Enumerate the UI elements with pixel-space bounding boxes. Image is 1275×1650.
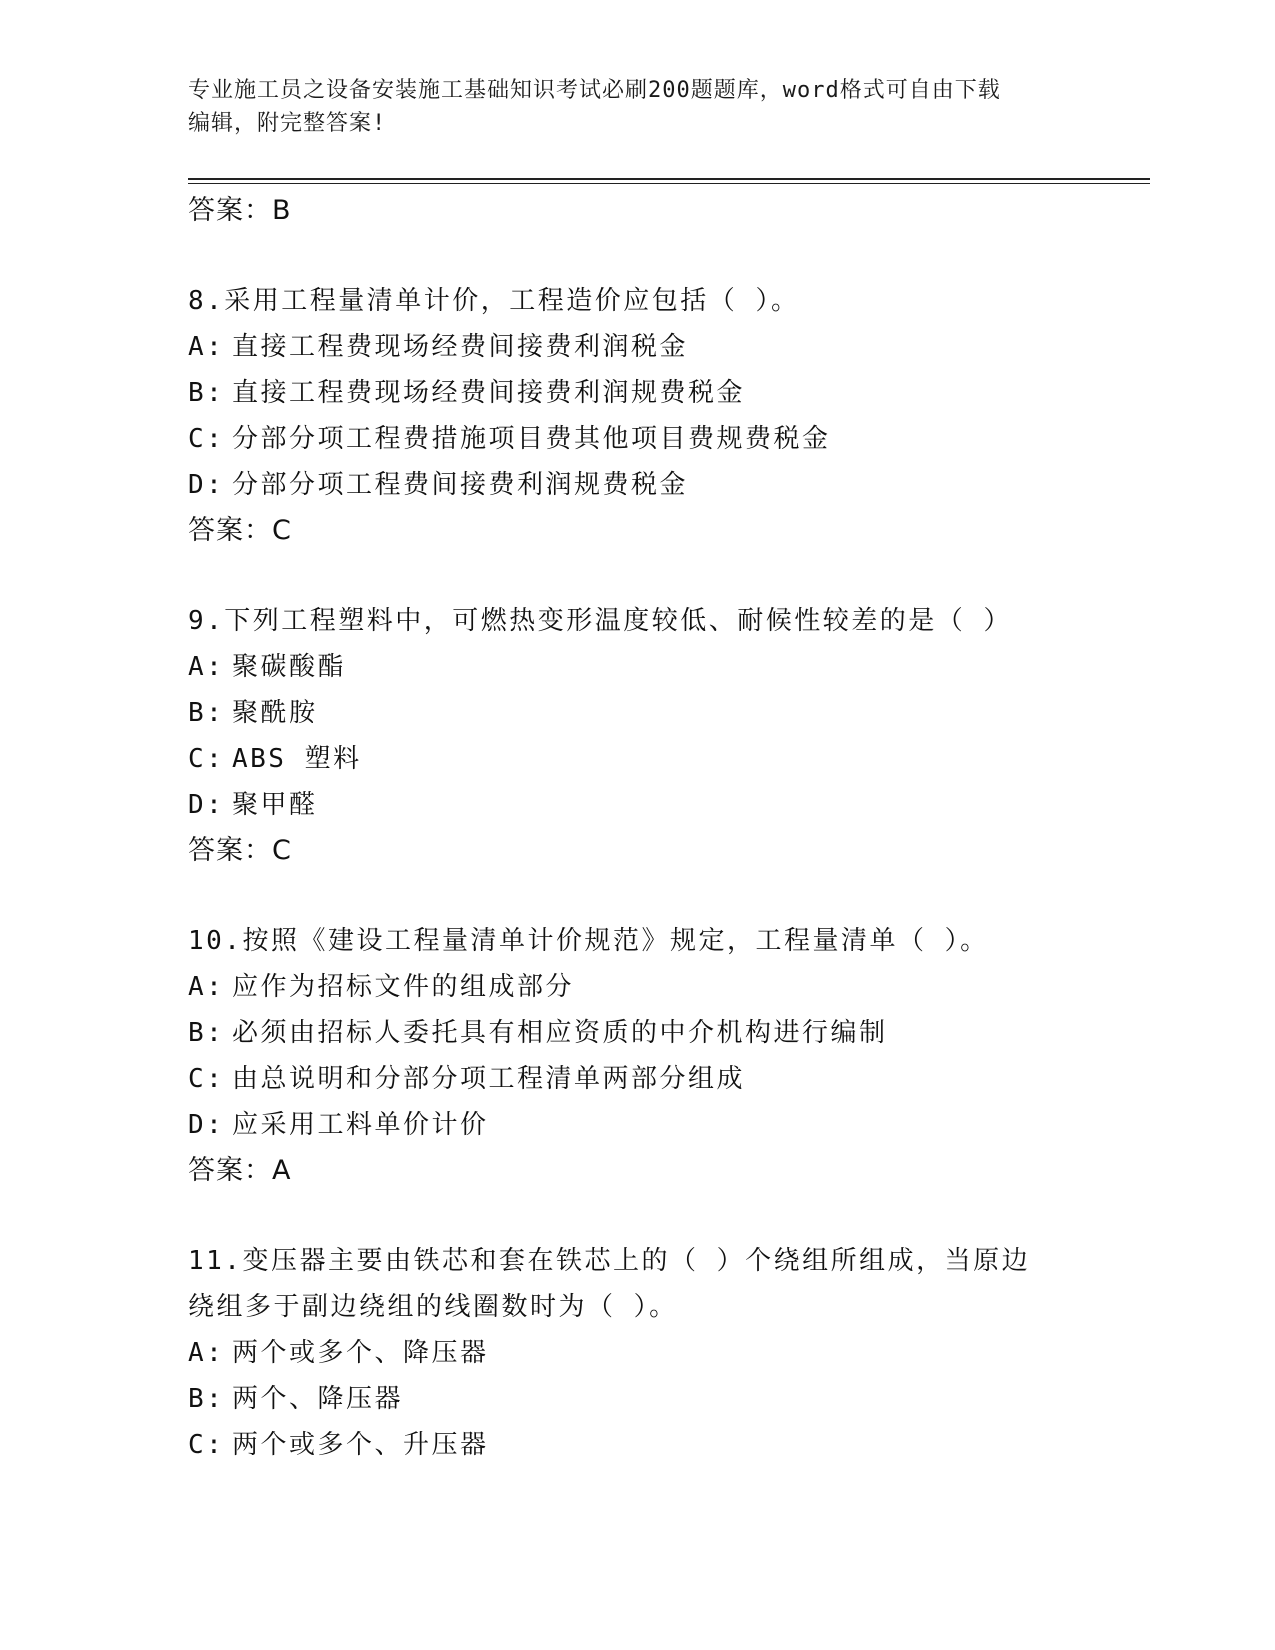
question-10 <box>188 918 1150 1194</box>
option-key: B: <box>188 698 225 728</box>
option-b <box>188 1010 1150 1056</box>
option-text: 两个或多个、降压器 <box>232 1338 489 1368</box>
option-c <box>188 736 1150 782</box>
option-b <box>188 690 1150 736</box>
answer-line: 答案：C <box>188 835 292 866</box>
option-c <box>188 1056 1150 1102</box>
option-text: 两个或多个、升压器 <box>232 1430 489 1460</box>
option-text: 聚酰胺 <box>232 698 318 728</box>
option-text: 应采用工料单价计价 <box>232 1110 489 1140</box>
question-stem: 8.采用工程量清单计价，工程造价应包括（ ）。 <box>188 286 800 316</box>
option-text: ABS 塑料 <box>232 744 362 774</box>
option-c <box>188 1422 1150 1468</box>
option-text: 应作为招标文件的组成部分 <box>232 972 575 1002</box>
option-key: B: <box>188 1018 225 1048</box>
option-text: 分部分项工程费措施项目费其他项目费规费税金 <box>232 424 831 454</box>
option-key: A: <box>188 1338 225 1368</box>
option-b <box>188 370 1150 416</box>
question-stem: 9.下列工程塑料中，可燃热变形温度较低、耐候性较差的是（ ） <box>188 606 1012 636</box>
option-d <box>188 462 1150 508</box>
option-text: 聚甲醛 <box>232 790 318 820</box>
option-text: 由总说明和分部分项工程清单两部分组成 <box>232 1064 746 1094</box>
header-line-2: 编辑，附完整答案! <box>188 111 387 136</box>
option-a <box>188 324 1150 370</box>
option-key: A: <box>188 652 225 682</box>
question-11 <box>188 1238 1150 1468</box>
question-stem: 10.按照《建设工程量清单计价规范》规定，工程量清单（ ）。 <box>188 926 989 956</box>
answer-line: 答案：C <box>188 515 292 546</box>
option-a <box>188 964 1150 1010</box>
document-header <box>188 74 1088 140</box>
option-a <box>188 1330 1150 1376</box>
option-key: C: <box>188 1430 225 1460</box>
option-key: A: <box>188 332 225 362</box>
answer-line: 答案：B <box>188 195 292 226</box>
option-key: B: <box>188 378 225 408</box>
option-key: C: <box>188 1064 225 1094</box>
question-list <box>188 188 1150 1468</box>
header-divider <box>188 178 1150 180</box>
question-9 <box>188 598 1150 874</box>
option-key: A: <box>188 972 225 1002</box>
option-key: D: <box>188 470 225 500</box>
option-text: 必须由招标人委托具有相应资质的中介机构进行编制 <box>232 1018 888 1048</box>
option-key: C: <box>188 424 225 454</box>
question-stem: 11.变压器主要由铁芯和套在铁芯上的（ ）个绕组所组成，当原边绕组多于副边绕组的线圈数时为（ ）。 <box>188 1246 1031 1322</box>
answer-line: 答案：A <box>188 1155 292 1186</box>
option-b <box>188 1376 1150 1422</box>
header-divider-thin <box>188 183 1150 184</box>
header-line-1: 专业施工员之设备安装施工基础知识考试必刷200题题库，word格式可自由下载 <box>188 78 1001 103</box>
option-text: 聚碳酸酯 <box>232 652 347 682</box>
option-c <box>188 416 1150 462</box>
option-d <box>188 1102 1150 1148</box>
option-key: B: <box>188 1384 225 1414</box>
option-text: 两个、降压器 <box>232 1384 404 1414</box>
option-a <box>188 644 1150 690</box>
question-8 <box>188 278 1150 554</box>
option-key: D: <box>188 1110 225 1140</box>
option-text: 直接工程费现场经费间接费利润税金 <box>232 332 689 362</box>
option-key: D: <box>188 790 225 820</box>
option-d <box>188 782 1150 828</box>
option-key: C: <box>188 744 225 774</box>
option-text: 直接工程费现场经费间接费利润规费税金 <box>232 378 746 408</box>
option-text: 分部分项工程费间接费利润规费税金 <box>232 470 689 500</box>
